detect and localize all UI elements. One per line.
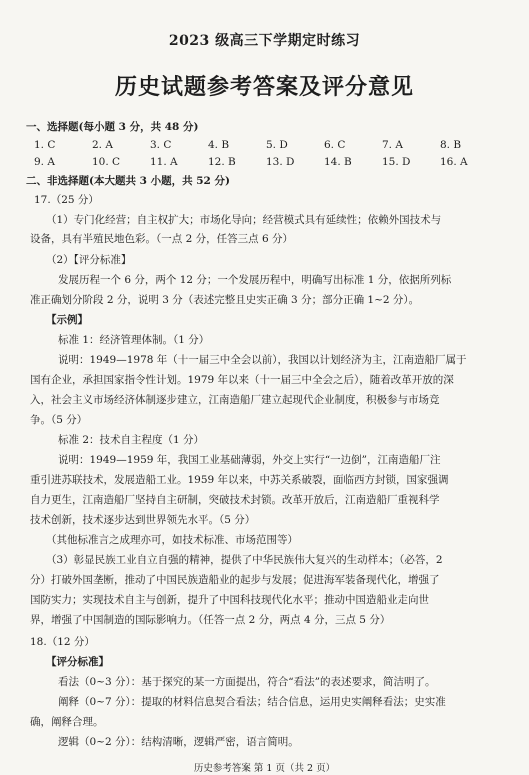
q18-number: 18.（12 分） [30, 636, 95, 648]
answer-item: 8. B [440, 139, 462, 151]
q17-part3-line2: 分）打破外国垄断，推动了中国民族造船业的起步与发展；促进海军装备现代化，增强了 [30, 574, 440, 586]
q18-view-criterion: 看法（0~3 分）：基于探究的某一方面提出，符合“看法”的表述要求，简洁明了。 [58, 676, 436, 688]
q17-standard1-line4: 争。（5 分） [30, 414, 88, 426]
q17-part2-heading: （2）【评分标准】 [46, 254, 132, 266]
q17-standard1-title: 标准 1：经济管理体制。（1 分） [58, 334, 210, 346]
answer-item: 7. A [382, 139, 403, 151]
answer-item: 4. B [208, 139, 230, 151]
q18-explain-line1: 阐释（0~7 分）：提取的材料信息契合看法；结合信息，运用史实阐释看法；史实准 [58, 696, 446, 708]
answer-item: 6. C [324, 139, 346, 151]
section-2-heading: 二、非选择题(本大题共 3 小题，共 52 分) [26, 175, 230, 187]
q18-standard-heading: 【评分标准】 [46, 656, 109, 668]
answer-item: 15. D [382, 156, 411, 168]
q17-standard1-line3: 入，社会主义市场经济体制逐步建立，江南造船厂建立起现代企业制度，积极参与市场竞 [30, 394, 440, 406]
q18-explain-line2: 确，阐释合理。 [30, 716, 104, 728]
q17-number: 17.（25 分） [34, 194, 99, 206]
section-1-heading: 一、选择题(每小题 3 分，共 48 分) [26, 121, 199, 133]
q17-standard2-line4: 技术创新，技术逐步达到世界领先水平。（5 分） [30, 514, 256, 526]
q17-standard2-line1: 说明：1949—1959 年，我国工业基础薄弱，外交上实行“一边倒”，江南造船厂注 [58, 454, 441, 466]
answer-item: 13. D [266, 156, 295, 168]
answer-item: 14. B [324, 156, 352, 168]
answer-item: 9. A [34, 156, 55, 168]
q17-standard2-line2: 重引进苏联技术，发展造船工业。1959 年以来，中苏关系破裂，面临西方封锁，国家强调 [30, 474, 449, 486]
q17-standard2-title: 标准 2：技术自主程度（1 分） [58, 434, 205, 446]
q17-standard-line1: 发展历程一个 6 分，两个 12 分；一个发展历程中，明确写出标准 1 分，依据所列标 [58, 274, 452, 286]
answer-item: 5. D [266, 139, 288, 151]
exam-subtitle: 2023 级高三下学期定时练习 [168, 33, 361, 49]
q17-standard-line2: 准正确划分阶段 2 分，说明 3 分（表述完整且史实正确 3 分；部分正确 1~2 分）。 [30, 294, 420, 306]
q17-other-note: （其他标准言之成理亦可，如技术标准、市场范围等） [46, 534, 298, 546]
q17-part1-line1: （1）专门化经营；自主权扩大；市场化导向；经营模式具有延续性；依赖外国技术与 [46, 214, 442, 226]
q18-logic-criterion: 逻辑（0~2 分）：结构清晰，逻辑严密，语言简明。 [58, 736, 299, 748]
answer-item: 12. B [208, 156, 236, 168]
answer-item: 1. C [34, 139, 56, 151]
page-footer: 历史参考答案 第 1 页（共 2 页） [193, 763, 336, 774]
q17-example-heading: 【示例】 [46, 314, 88, 326]
q17-part1-line2: 设备，具有半殖民地色彩。（一点 2 分，任答三点 6 分） [30, 233, 293, 245]
answer-item: 3. C [150, 139, 172, 151]
q17-standard2-line3: 自力更生，江南造船厂坚持自主研制，突破技术封锁。改革开放后，江南造船厂重视科学 [30, 494, 440, 506]
answer-item: 11. A [150, 156, 178, 168]
q17-standard1-line1: 说明：1949—1978 年（十一届三中全会以前），我国以计划经济为主，江南造船厂属于 [58, 354, 467, 366]
q17-part3-line4: 界，增强了中国制造的国际影响力。（任答一点 2 分，两点 4 分，三点 5 分） [30, 614, 391, 626]
document-title: 历史试题参考答案及评分意见 [114, 74, 414, 100]
q17-part3-line3: 国防实力；实现技术自主与创新，提升了中国科技现代化水平；推动中国造船业走向世 [30, 594, 429, 606]
answer-item: 16. A [440, 156, 468, 168]
answer-item: 2. A [92, 139, 113, 151]
q17-part3-line1: （3）彰显民族工业自立自强的精神，提供了中华民族伟大复兴的生动样本；（必答，2 [46, 554, 443, 566]
answer-item: 10. C [92, 156, 121, 168]
q17-standard1-line2: 国有企业，承担国家指令性计划。1979 年以来（十一届三中全会之后），随着改革开放的深 [30, 374, 454, 386]
